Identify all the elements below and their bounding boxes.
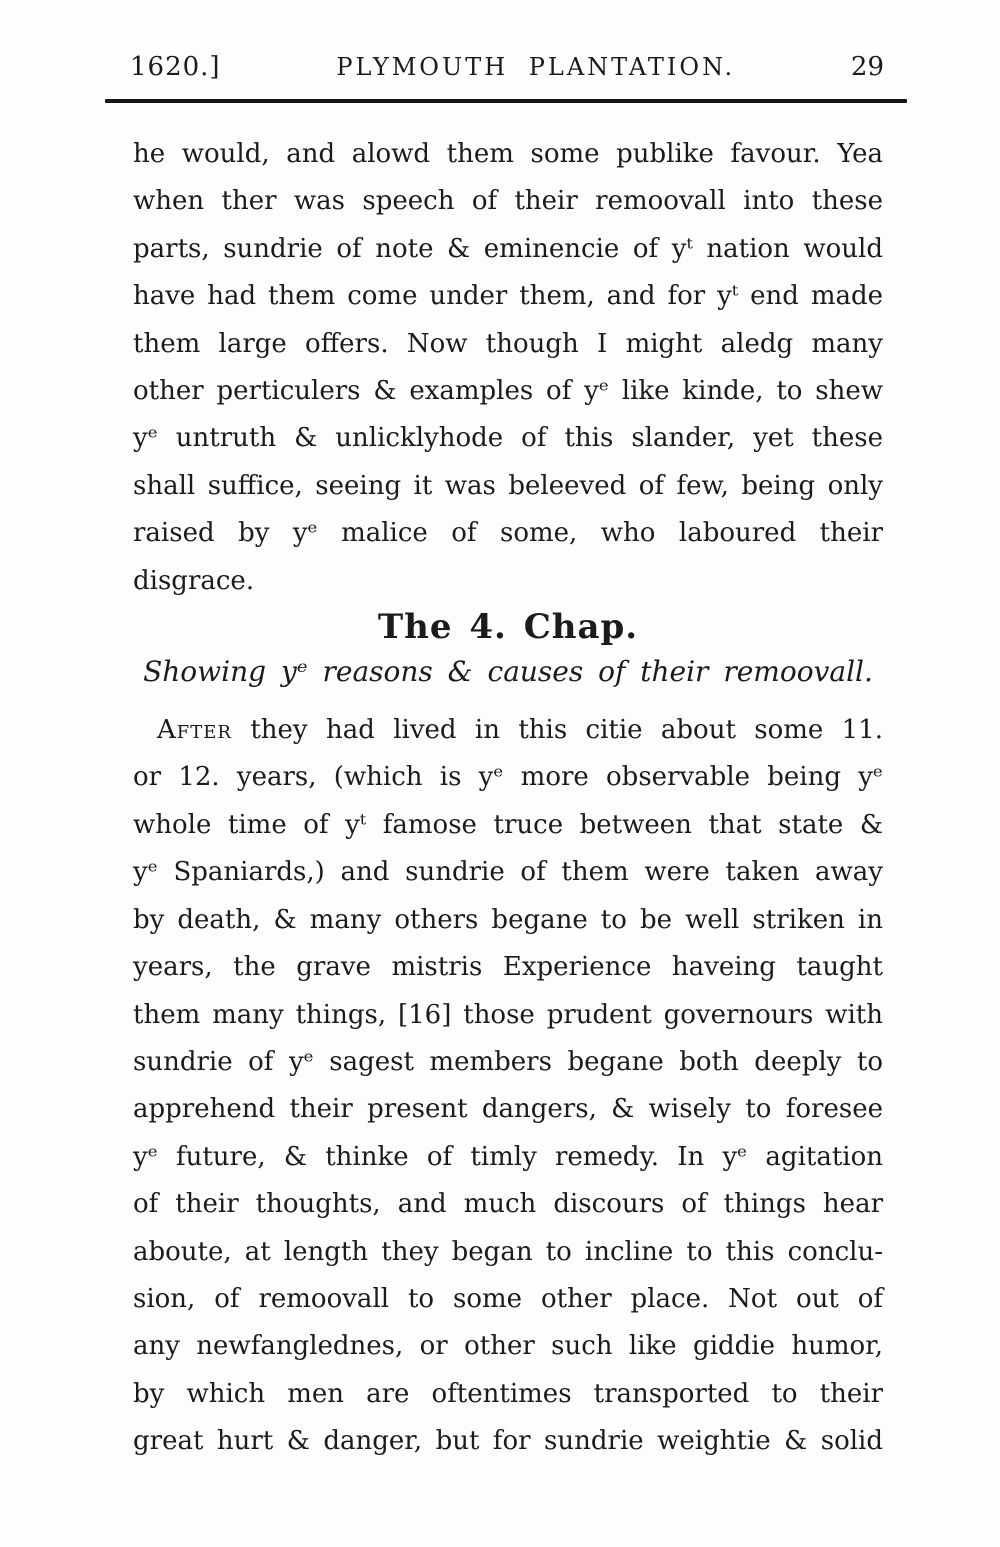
text-line: sion, of remoovall to some other place. Not out of — [133, 1283, 883, 1314]
chapter-subtitle: Showing yᵉ reasons & causes of their remoovall. — [143, 655, 873, 689]
text-line-rest: they had lived in this citie about some 11. — [250, 715, 883, 746]
text-line: other perticulers & examples of yᵉ like kinde, to shew — [133, 376, 883, 407]
text-line: sundrie of yᵉ sagest members begane both deeply to — [133, 1046, 883, 1077]
text-line: any newfanglednes, or other such like giddie humor, — [133, 1331, 883, 1362]
text-line: by which men are oftentimes transported to their — [133, 1378, 883, 1409]
text-line: yᵉ future, & thinke of timly remedy. In yᵉ agitation — [133, 1141, 883, 1172]
text-line: disgrace. — [133, 565, 255, 596]
text-line: by death, & many others begane to be well striken in — [133, 904, 883, 935]
text-line: or 12. years, (which is yᵉ more observable being yᵉ — [133, 762, 883, 793]
text-line: when ther was speech of their remoovall into these — [133, 186, 883, 217]
running-head — [130, 52, 884, 82]
text-line: great hurt & danger, but for sundrie weightie & solid — [133, 1426, 883, 1457]
text-line: raised by yᵉ malice of some, who laboured their — [133, 518, 883, 549]
text-line: yᵉ untruth & unlicklyhode of this slander, yet these — [133, 423, 883, 454]
text-line: have had them come under them, and for yᵗ end made — [133, 281, 883, 312]
text-line: them many things, [16] those prudent governours with — [133, 999, 883, 1030]
text-block — [133, 131, 883, 1466]
text-line: them large offers. Now though I might aledg many — [133, 328, 883, 359]
header-rule — [105, 99, 907, 103]
text-line: apprehend their present dangers, & wisely to foresee — [133, 1094, 883, 1125]
text-line: shall suffice, seeing it was beleeved of few, being only — [133, 470, 883, 501]
paragraph-chapter4 — [133, 707, 883, 1466]
text-line — [133, 707, 883, 754]
text-line: of their thoughts, and much discours of things hear — [133, 1189, 883, 1220]
chapter-heading: The 4. Chap. — [377, 607, 639, 648]
text-line: years, the grave mistris Experience haveing taught — [133, 952, 883, 983]
text-line: he would, and alowd them some publike favour. Yea — [133, 139, 883, 169]
header-page-number: 29 — [850, 52, 884, 82]
text-line: whole time of yᵗ famose truce between that state & — [133, 809, 883, 840]
text-line: parts, sundrie of note & eminencie of yᵗ nation would — [133, 233, 883, 264]
text-line: yᵉ Spaniards,) and sundrie of them were taken away — [133, 857, 883, 888]
paragraph-continuation — [133, 131, 883, 605]
text-line: aboute, at length they began to incline to this conclu- — [133, 1236, 883, 1267]
header-title: PLYMOUTH PLANTATION. — [336, 53, 736, 81]
lead-word-smallcaps: After — [157, 715, 232, 746]
header-year: 1620.] — [130, 52, 221, 82]
